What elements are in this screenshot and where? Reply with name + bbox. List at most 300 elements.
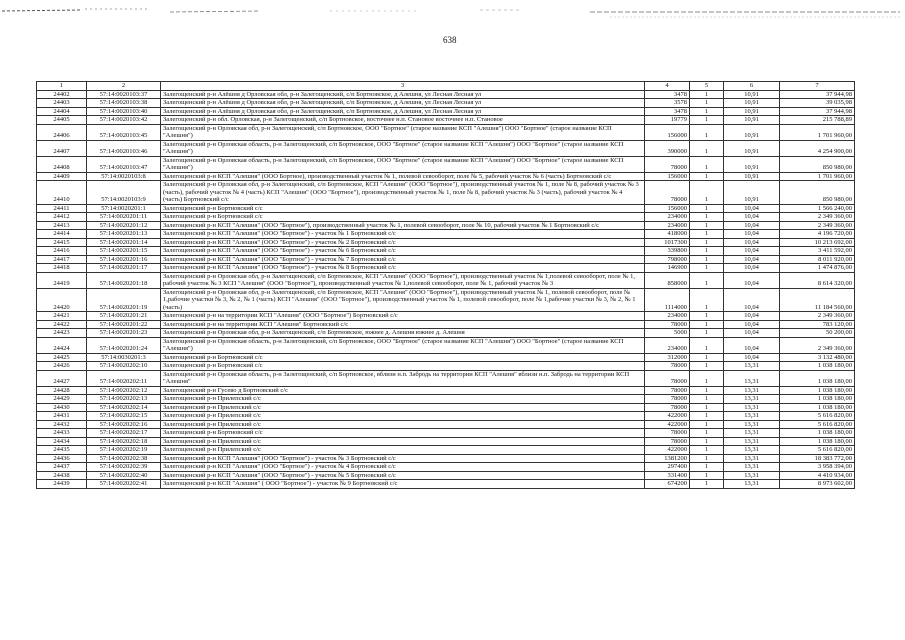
table-row xyxy=(37,90,855,99)
register-table xyxy=(36,81,855,489)
count-value: 1 xyxy=(690,230,724,239)
area-value: 78000 xyxy=(645,370,690,386)
area-value: 156000 xyxy=(645,124,690,140)
table-row xyxy=(37,156,855,172)
area-value: 156000 xyxy=(645,172,690,181)
cadastral-number: 57:14:0020103:47 xyxy=(87,156,161,172)
rate-value: 10,04 xyxy=(724,353,780,362)
rate-value: 10,04 xyxy=(724,213,780,222)
cost-value: 1 566 240,00 xyxy=(780,204,855,213)
rate-value: 13,31 xyxy=(724,429,780,438)
count-value: 1 xyxy=(690,204,724,213)
rate-value: 10,04 xyxy=(724,221,780,230)
cadastral-number: 57:14:0020103:9 xyxy=(87,181,161,205)
row-number: 24408 xyxy=(37,156,87,172)
count-value: 1 xyxy=(690,353,724,362)
table-row xyxy=(37,412,855,421)
area-value: 78000 xyxy=(645,429,690,438)
area-value: 234000 xyxy=(645,337,690,353)
count-value: 1 xyxy=(690,99,724,108)
count-value: 1 xyxy=(690,437,724,446)
count-value: 1 xyxy=(690,420,724,429)
rate-value: 10,04 xyxy=(724,312,780,321)
location-description: Залегощенский р-н Бортновский с/с xyxy=(161,204,645,213)
area-value: 78000 xyxy=(645,156,690,172)
table-row xyxy=(37,272,855,288)
area-value: 390000 xyxy=(645,140,690,156)
area-value: 422000 xyxy=(645,446,690,455)
cost-value: 10 213 692,00 xyxy=(780,238,855,247)
rate-value: 10,04 xyxy=(724,247,780,256)
cost-value: 1 038 180,00 xyxy=(780,362,855,371)
rate-value: 13,31 xyxy=(724,437,780,446)
cadastral-number: 57:14:0020202:13 xyxy=(87,395,161,404)
column-header-5: 5 xyxy=(690,82,724,91)
location-description: Залегощенский р-н Гусево д Бортновский с/с xyxy=(161,386,645,395)
row-number: 24428 xyxy=(37,386,87,395)
table-row xyxy=(37,247,855,256)
area-value: 798000 xyxy=(645,255,690,264)
row-number: 24416 xyxy=(37,247,87,256)
table-row xyxy=(37,230,855,239)
cost-value: 215 788,89 xyxy=(780,116,855,125)
cost-value: 850 980,00 xyxy=(780,156,855,172)
location-description: Залегощенский р-н Прилепский с/с xyxy=(161,437,645,446)
rate-value: 10,04 xyxy=(724,337,780,353)
rate-value: 13,31 xyxy=(724,412,780,421)
area-value: 19779 xyxy=(645,116,690,125)
table-row xyxy=(37,312,855,321)
area-value: 5000 xyxy=(645,329,690,338)
area-value: 422000 xyxy=(645,420,690,429)
table-row xyxy=(37,172,855,181)
cadastral-number: 57:14:0020202:11 xyxy=(87,370,161,386)
count-value: 1 xyxy=(690,247,724,256)
location-description: Залегощенский р-н КСП "Алешня" (ООО "Бортное") - участок № 5 Бортновский с/с xyxy=(161,471,645,480)
row-number: 24438 xyxy=(37,471,87,480)
cadastral-number: 57:14:0020201:13 xyxy=(87,230,161,239)
row-number: 24433 xyxy=(37,429,87,438)
location-description: Залегощенский р-н Орловская область, р-н Залегощенский, с/п Бортновское, ООО "Бортное" (старое название КСП "Алешня") ООО "Бортное" (старое название КСП "Алешня") xyxy=(161,140,645,156)
row-number: 24420 xyxy=(37,288,87,312)
rate-value: 13,31 xyxy=(724,362,780,371)
area-value: 1114000 xyxy=(645,288,690,312)
cadastral-number: 57:14:0020201:12 xyxy=(87,221,161,230)
cost-value: 850 980,00 xyxy=(780,181,855,205)
table-header xyxy=(37,82,855,91)
rate-value: 10,91 xyxy=(724,172,780,181)
area-value: 78000 xyxy=(645,386,690,395)
cost-value: 8 011 920,00 xyxy=(780,255,855,264)
column-header-7: 7 xyxy=(780,82,855,91)
row-number: 24411 xyxy=(37,204,87,213)
cadastral-number: 57:14:0020202:40 xyxy=(87,471,161,480)
row-number: 24421 xyxy=(37,312,87,321)
rate-value: 13,31 xyxy=(724,395,780,404)
row-number: 24407 xyxy=(37,140,87,156)
cadastral-number: 57:14:0020201:19 xyxy=(87,288,161,312)
location-description: Залегощенский р-н КСП "Алешня" (ООО "Бортное") - участок № 3 Бортновский с/с xyxy=(161,454,645,463)
area-value: 156000 xyxy=(645,204,690,213)
area-value: 3578 xyxy=(645,99,690,108)
cost-value: 2 349 360,00 xyxy=(780,213,855,222)
location-description: Залегощенский р-н на территории КСП "Алешня" Бортновский с/с xyxy=(161,320,645,329)
rate-value: 10,04 xyxy=(724,320,780,329)
area-value: 146900 xyxy=(645,264,690,273)
rate-value: 10,04 xyxy=(724,264,780,273)
table-row xyxy=(37,480,855,489)
cadastral-number: 57:14:0020201:18 xyxy=(87,272,161,288)
cadastral-number: 57:14:0020202:12 xyxy=(87,386,161,395)
location-description: Залегощенский р-н Бортновский с/с xyxy=(161,362,645,371)
area-value: 674200 xyxy=(645,480,690,489)
table-row xyxy=(37,429,855,438)
location-description: Залегощенский р-н Алёшня д Орловская обл, р-н Залегощенский, с/п Бортновское, д Алешня, ул Лесная Лесная ул xyxy=(161,99,645,108)
cadastral-number: 57:14:0020201:22 xyxy=(87,320,161,329)
table-row xyxy=(37,337,855,353)
cost-value: 1 701 960,00 xyxy=(780,124,855,140)
row-number: 24424 xyxy=(37,337,87,353)
area-value: 234000 xyxy=(645,213,690,222)
row-number: 24429 xyxy=(37,395,87,404)
row-number: 24410 xyxy=(37,181,87,205)
location-description: Залегощенский р-н Орловская область, р-н Залегощенский, с/п Бортновское, вблизи н.п. Забродь на территории КСП "Алешня" вблизи н.п. Забродь на территории КСП "Алешня" xyxy=(161,370,645,386)
table-row xyxy=(37,353,855,362)
area-value: 422000 xyxy=(645,412,690,421)
row-number: 24415 xyxy=(37,238,87,247)
count-value: 1 xyxy=(690,362,724,371)
area-value: 1017300 xyxy=(645,238,690,247)
rate-value: 13,31 xyxy=(724,386,780,395)
location-description: Залегощенский р-н КСП "Алешня" (ООО "Бортное") - участок № 7 Бортновский с/с xyxy=(161,255,645,264)
rate-value: 13,31 xyxy=(724,420,780,429)
cost-value: 18 383 772,00 xyxy=(780,454,855,463)
rate-value: 10,04 xyxy=(724,238,780,247)
table-row xyxy=(37,288,855,312)
location-description: Залегощенский р-н Орловская область, р-н Залегощенский, с/п Бортновское, ООО "Бортное" (старое название КСП "Алешня") ООО "Бортное" (старое название КСП "Алешня") xyxy=(161,337,645,353)
cost-value: 1 701 960,00 xyxy=(780,172,855,181)
cost-value: 3 411 592,00 xyxy=(780,247,855,256)
table-row xyxy=(37,124,855,140)
cadastral-number: 57:14:0020202:41 xyxy=(87,480,161,489)
cadastral-number: 57:14:0020103:38 xyxy=(87,99,161,108)
table-row xyxy=(37,116,855,125)
row-number: 24409 xyxy=(37,172,87,181)
row-number: 24425 xyxy=(37,353,87,362)
location-description: Залегощенский р-н обл. Орловская, р-н Залегощенский, с/п Бортновское, восточнее н.п. Становое восточнее н.п. Становое xyxy=(161,116,645,125)
rate-value: 10,04 xyxy=(724,272,780,288)
area-value: 234000 xyxy=(645,221,690,230)
location-description: Залегощенский р-н Прилепский с/с xyxy=(161,412,645,421)
location-description: Залегощенский р-н Прилепский с/с xyxy=(161,403,645,412)
column-header-4: 4 xyxy=(645,82,690,91)
row-number: 24403 xyxy=(37,99,87,108)
row-number: 24412 xyxy=(37,213,87,222)
cadastral-number: 57:14:0020201:1 xyxy=(87,204,161,213)
rate-value: 10,91 xyxy=(724,116,780,125)
cadastral-number: 57:14:0020202:18 xyxy=(87,437,161,446)
rate-value: 10,91 xyxy=(724,140,780,156)
table-row xyxy=(37,99,855,108)
location-description: Залегощенский р-н Прилепский с/с xyxy=(161,420,645,429)
row-number: 24426 xyxy=(37,362,87,371)
row-number: 24405 xyxy=(37,116,87,125)
area-value: 78000 xyxy=(645,395,690,404)
table-row xyxy=(37,403,855,412)
column-header-3: 3 xyxy=(161,82,645,91)
location-description: Залегощенский р-н Прилепский с/с xyxy=(161,395,645,404)
count-value: 1 xyxy=(690,403,724,412)
table-row xyxy=(37,362,855,371)
table-row xyxy=(37,471,855,480)
row-number: 24431 xyxy=(37,412,87,421)
count-value: 1 xyxy=(690,395,724,404)
area-value: 339800 xyxy=(645,247,690,256)
cadastral-number: 57:14:0020201:17 xyxy=(87,264,161,273)
table-row xyxy=(37,463,855,472)
area-value: 78000 xyxy=(645,362,690,371)
cost-value: 1 038 180,00 xyxy=(780,429,855,438)
cadastral-number: 57:14:0020201:24 xyxy=(87,337,161,353)
row-number: 24419 xyxy=(37,272,87,288)
location-description: Залегощенский р-н Орловская обл, р-н Залегощенский, с/п Бортновское, КСП "Алешня" (ООО "Бортное"), производственный участок № 1, полевой севооборот, поле № 1,рабочие участки № 3, № 2, № 1 (часть) КСП "Алешня" (ООО "Бортное"), производственный участок № 1, полевой севооборот, поле № 1,рабочие участки № 3, № 2, № 1 (часть) xyxy=(161,288,645,312)
cadastral-number: 57:14:0020201:23 xyxy=(87,329,161,338)
area-value: 78000 xyxy=(645,181,690,205)
cost-value: 8 973 602,00 xyxy=(780,480,855,489)
count-value: 1 xyxy=(690,172,724,181)
rate-value: 13,31 xyxy=(724,454,780,463)
area-value: 297400 xyxy=(645,463,690,472)
count-value: 1 xyxy=(690,329,724,338)
table-row xyxy=(37,320,855,329)
rate-value: 13,31 xyxy=(724,463,780,472)
row-number: 24422 xyxy=(37,320,87,329)
table-row xyxy=(37,140,855,156)
location-description: Залегощенский р-н Бортновский с/с xyxy=(161,353,645,362)
cadastral-number: 57:14:0020201:21 xyxy=(87,312,161,321)
rate-value: 10,91 xyxy=(724,107,780,116)
cadastral-number: 57:14:0020103:42 xyxy=(87,116,161,125)
count-value: 1 xyxy=(690,116,724,125)
cost-value: 39 035,98 xyxy=(780,99,855,108)
location-description: Залегощенский р-н Орловская область, р-н Залегощенский, с/п Бортновское, ООО "Бортное" (старое название КСП "Алешня") ООО "Бортное" (старое название КСП "Алешня") xyxy=(161,156,645,172)
cadastral-number: 57:14:0020103:46 xyxy=(87,140,161,156)
cadastral-number: 57:14:0020202:39 xyxy=(87,463,161,472)
cost-value: 5 616 820,00 xyxy=(780,412,855,421)
rate-value: 10,91 xyxy=(724,90,780,99)
table-row xyxy=(37,446,855,455)
row-number: 24402 xyxy=(37,90,87,99)
table-row xyxy=(37,454,855,463)
row-number: 24417 xyxy=(37,255,87,264)
count-value: 1 xyxy=(690,124,724,140)
table-row xyxy=(37,420,855,429)
scan-header-artifact xyxy=(0,0,905,22)
row-number: 24404 xyxy=(37,107,87,116)
count-value: 1 xyxy=(690,429,724,438)
cost-value: 2 349 360,00 xyxy=(780,337,855,353)
table-row xyxy=(37,437,855,446)
cost-value: 50 200,00 xyxy=(780,329,855,338)
cost-value: 1 038 180,00 xyxy=(780,403,855,412)
page-number: 638 xyxy=(443,35,457,45)
area-value: 78000 xyxy=(645,403,690,412)
count-value: 1 xyxy=(690,107,724,116)
cost-value: 5 616 820,00 xyxy=(780,446,855,455)
location-description: Залегощенский р-н Бортновский с/с xyxy=(161,429,645,438)
count-value: 1 xyxy=(690,288,724,312)
cost-value: 37 944,98 xyxy=(780,107,855,116)
cadastral-number: 57:14:0020202:14 xyxy=(87,403,161,412)
count-value: 1 xyxy=(690,312,724,321)
location-description: Залегощенский р-н КСП "Алешня" (ООО "Бортное"), производственный участок № 1, полевой севооборот, поле № 10, рабочий участок № 1 Бортновский с/с xyxy=(161,221,645,230)
count-value: 1 xyxy=(690,221,724,230)
row-number: 24413 xyxy=(37,221,87,230)
table-row xyxy=(37,213,855,222)
location-description: Залегощенский р-н Прилепский с/с xyxy=(161,446,645,455)
rate-value: 10,91 xyxy=(724,99,780,108)
cost-value: 37 944,98 xyxy=(780,90,855,99)
cost-value: 3 958 394,00 xyxy=(780,463,855,472)
table-row xyxy=(37,370,855,386)
area-value: 78000 xyxy=(645,320,690,329)
location-description: Залегощенский р-н Орловская обл, р-н Залегощенский, с/п Бортновское, ООО "Бортное" (старое название КСП "Алешня") ООО "Бортное" (старое название КСП "Алешня") xyxy=(161,124,645,140)
row-number: 24439 xyxy=(37,480,87,489)
cost-value: 2 349 360,00 xyxy=(780,221,855,230)
cadastral-number: 57:14:0030201:3 xyxy=(87,353,161,362)
count-value: 1 xyxy=(690,337,724,353)
area-value: 3478 xyxy=(645,107,690,116)
cost-value: 1 474 876,00 xyxy=(780,264,855,273)
rate-value: 13,31 xyxy=(724,446,780,455)
count-value: 1 xyxy=(690,90,724,99)
count-value: 1 xyxy=(690,480,724,489)
rate-value: 10,91 xyxy=(724,124,780,140)
table-row xyxy=(37,386,855,395)
cadastral-number: 57:14:0020202:10 xyxy=(87,362,161,371)
row-number: 24434 xyxy=(37,437,87,446)
cadastral-number: 57:14:0020202:19 xyxy=(87,446,161,455)
rate-value: 10,04 xyxy=(724,255,780,264)
rate-value: 10,04 xyxy=(724,230,780,239)
cost-value: 11 184 560,00 xyxy=(780,288,855,312)
cadastral-number: 57:14:0020201:16 xyxy=(87,255,161,264)
area-value: 234000 xyxy=(645,312,690,321)
location-description: Залегощенский р-н КСП "Алешня" (ООО Бортное), производственный участок № 1, полевой севооборот, поле № 5, рабочий участок № 6 (часть) Бортновский с/с xyxy=(161,172,645,181)
cadastral-number: 57:14:0020103:8 xyxy=(87,172,161,181)
count-value: 1 xyxy=(690,213,724,222)
table-row xyxy=(37,238,855,247)
table-row xyxy=(37,395,855,404)
rate-value: 10,04 xyxy=(724,288,780,312)
location-description: Залегощенский р-н Алёшня д Орловская обл, р-н Залегощенский, с/п Бортновское, д Алешня, ул Лесная Лесная ул xyxy=(161,90,645,99)
count-value: 1 xyxy=(690,181,724,205)
column-header-1: 1 xyxy=(37,82,87,91)
cost-value: 3 132 480,00 xyxy=(780,353,855,362)
location-description: Залегощенский р-н КСП "Алешня" (ООО "Бортное") - участок № 6 Бортновский с/с xyxy=(161,247,645,256)
row-number: 24414 xyxy=(37,230,87,239)
cadastral-number: 57:14:0020202:17 xyxy=(87,429,161,438)
table-row xyxy=(37,107,855,116)
column-header-2: 2 xyxy=(87,82,161,91)
table-row xyxy=(37,329,855,338)
location-description: Залегощенский р-н КСП "Алешня" (ООО "Бортное") - участок № 4 Бортновский с/с xyxy=(161,463,645,472)
count-value: 1 xyxy=(690,412,724,421)
row-number: 24437 xyxy=(37,463,87,472)
table-row xyxy=(37,204,855,213)
cost-value: 1 038 180,00 xyxy=(780,370,855,386)
count-value: 1 xyxy=(690,264,724,273)
cadastral-number: 57:14:0020201:14 xyxy=(87,238,161,247)
count-value: 1 xyxy=(690,255,724,264)
area-value: 78000 xyxy=(645,437,690,446)
rate-value: 10,91 xyxy=(724,156,780,172)
rate-value: 10,91 xyxy=(724,181,780,205)
count-value: 1 xyxy=(690,272,724,288)
cadastral-number: 57:14:0020202:15 xyxy=(87,412,161,421)
location-description: Залегощенский р-н КСП "Алешня" ( ООО "Бортное") - участок № 9 Бортновский с/с xyxy=(161,480,645,489)
cadastral-number: 57:14:0020202:16 xyxy=(87,420,161,429)
rate-value: 13,31 xyxy=(724,370,780,386)
cost-value: 1 038 180,00 xyxy=(780,437,855,446)
count-value: 1 xyxy=(690,386,724,395)
location-description: Залегощенский р-н Алёшня д Орловская обл, р-н Залегощенский, с/п Бортновское, д Алешня, ул Лесная Лесная ул xyxy=(161,107,645,116)
rate-value: 13,31 xyxy=(724,403,780,412)
cost-value: 5 616 820,00 xyxy=(780,420,855,429)
table-row xyxy=(37,181,855,205)
area-value: 312000 xyxy=(645,353,690,362)
table-row xyxy=(37,264,855,273)
area-value: 331400 xyxy=(645,471,690,480)
cost-value: 8 614 320,00 xyxy=(780,272,855,288)
cadastral-number: 57:14:0020103:37 xyxy=(87,90,161,99)
location-description: Залегощенский р-н Орловская обл, р-н Залегощенский, с/п Бортновское, КСП "Алешня" (ООО "Бортное"), производственный участок № 1,полевой севооборот, поле № 1, рабочий участок № 3 КСП "Алешня" (ООО "Бортное"), производственный участок № 1,полевой севооборот, поле № 1, рабочий участок № 3 xyxy=(161,272,645,288)
cost-value: 2 349 360,00 xyxy=(780,312,855,321)
area-value: 1381200 xyxy=(645,454,690,463)
cost-value: 783 120,00 xyxy=(780,320,855,329)
row-number: 24435 xyxy=(37,446,87,455)
count-value: 1 xyxy=(690,156,724,172)
count-value: 1 xyxy=(690,370,724,386)
table-body xyxy=(37,90,855,488)
row-number: 24406 xyxy=(37,124,87,140)
rate-value: 10,04 xyxy=(724,329,780,338)
row-number: 24430 xyxy=(37,403,87,412)
location-description: Залегощенский р-н КСП "Алешня" (ООО "Бортное") - участок № 1 Бортновский с/с xyxy=(161,230,645,239)
location-description: Залегощенский р-н Орловская обл, р-н Залегощенский, с/п Бортновское, КСП "Алешня" (ООО "Бортное"), производственный участок № 1, поле № 8, рабочий участок № 3 (часть), рабочий участок № 4 (часть) КСП "Алешня" (ООО "Бортное"), производственный участок № 1, поле № 8, рабочий участок № 3 (часть), рабочий участок № 4 (часть) Бортновский с/с xyxy=(161,181,645,205)
area-value: 418000 xyxy=(645,230,690,239)
cost-value: 4 196 720,00 xyxy=(780,230,855,239)
location-description: Залегощенский р-н Орловская обл, р-н Залегощенский, с/п Бортновское, южнее д. Алешня южнее д. Алешня xyxy=(161,329,645,338)
count-value: 1 xyxy=(690,446,724,455)
cadastral-number: 57:14:0020103:45 xyxy=(87,124,161,140)
area-value: 858000 xyxy=(645,272,690,288)
rate-value: 13,31 xyxy=(724,480,780,489)
count-value: 1 xyxy=(690,238,724,247)
cadastral-number: 57:14:0020103:40 xyxy=(87,107,161,116)
cadastral-number: 57:14:0020201:11 xyxy=(87,213,161,222)
count-value: 1 xyxy=(690,140,724,156)
rate-value: 13,31 xyxy=(724,471,780,480)
count-value: 1 xyxy=(690,463,724,472)
cadastral-number: 57:14:0020201:15 xyxy=(87,247,161,256)
rate-value: 10,04 xyxy=(724,204,780,213)
column-header-6: 6 xyxy=(724,82,780,91)
count-value: 1 xyxy=(690,454,724,463)
cost-value: 1 038 180,00 xyxy=(780,386,855,395)
cost-value: 1 038 180,00 xyxy=(780,395,855,404)
location-description: Залегощенский р-н КСП "Алешня" (ООО "Бортное") - участок № 8 Бортновский с/с xyxy=(161,264,645,273)
